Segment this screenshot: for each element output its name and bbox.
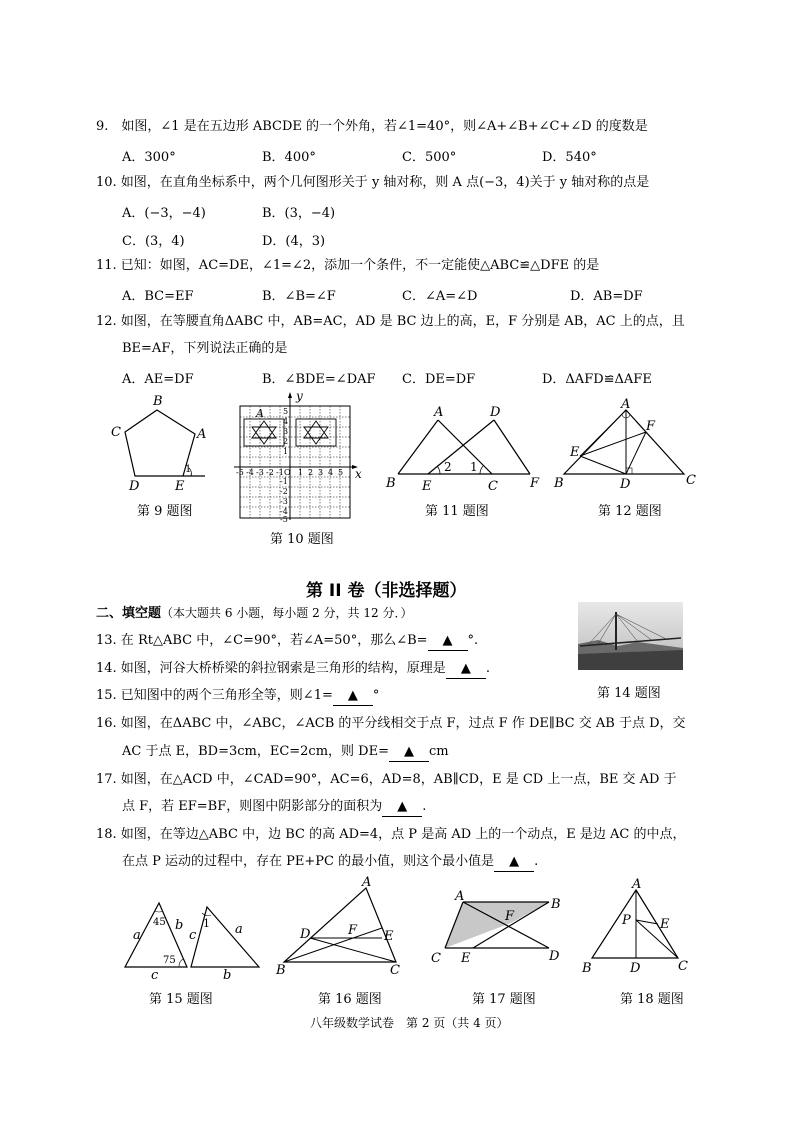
f15-label-45: 45 [153, 917, 166, 928]
q9-option-a: A．300° [122, 150, 176, 165]
f10-label-y: y [296, 390, 303, 403]
caption-fig9: 第 9 题图 [137, 504, 193, 519]
f15-label-c2: c [189, 928, 197, 943]
q14-text: 14. 如图，河谷大桥桥梁的斜拉钢索是三角形的结构，原理是 [96, 661, 446, 676]
q16-answer-blank[interactable]: ▲ [389, 743, 429, 762]
q16-text-line2: AC 于点 E，BD=3cm，EC=2cm，则 DE= [122, 744, 389, 759]
f12-label-b: B [554, 476, 564, 491]
f9-label-a: A [197, 427, 207, 442]
figure-15 [115, 895, 275, 980]
f10-tick-y2: 2 [283, 437, 289, 446]
q12-text-line1: 12. 如图，在等腰直角ΔABC 中，AB=AC，AD 是 BC 边上的高，E，F 分别是 AB，AC 上的点，且 [96, 314, 685, 329]
q18-answer-blank[interactable]: ▲ [494, 853, 534, 872]
figure-12 [550, 396, 700, 494]
caption-fig16: 第 16 题图 [318, 992, 382, 1007]
figure-10-grid [230, 390, 365, 525]
q17-text-line1: 17. 如图，在△ACD 中，∠CAD=90°，AC=6，AD=8，AB∥CD，E 是 CD 上一点，BE 交 AD 于 [96, 772, 677, 787]
q15-text: 15. 已知图中的两个三角形全等，则∠1= [96, 688, 333, 703]
f10-tick-y4: 4 [283, 417, 289, 426]
f11-label-d: D [490, 405, 501, 420]
f12-label-a: A [621, 397, 631, 412]
f17-label-b: B [551, 897, 561, 912]
q11-option-b: B．∠B=∠F [262, 289, 336, 304]
caption-fig18: 第 18 题图 [620, 992, 684, 1007]
f18-label-e: E [660, 917, 670, 932]
q10-option-b: B．(3，−4) [262, 206, 336, 221]
q10-option-a: A．(−3，−4) [122, 206, 206, 221]
q9-text: 9. 如图，∠1 是在五边形 ABCDE 的一个外角，若∠1=40°，则∠A+∠B+∠C+∠D 的度数是 [96, 119, 648, 134]
q11-option-c: C．∠A=∠D [402, 289, 478, 304]
q18-text-line1: 18. 如图，在等边△ABC 中，边 BC 的高 AD=4，点 P 是高 AD 上的一个动点，E 是边 AC 的中点， [96, 827, 686, 842]
f10-tick-ym2: -2 [280, 487, 288, 496]
f15-label-a1: a [133, 928, 141, 943]
f10-tick-ym4: -4 [280, 507, 288, 516]
q12-option-c: C．DE=DF [402, 372, 476, 387]
f17-label-e: E [461, 951, 471, 966]
f10-tick-x1: 1 [298, 468, 304, 477]
f9-label-b: B [153, 394, 163, 409]
f16-label-c: C [390, 963, 400, 978]
q9-option-d: D．540° [542, 150, 597, 165]
q12-option-a: A．AE=DF [122, 372, 194, 387]
q18 [122, 853, 538, 872]
q14 [96, 660, 490, 679]
caption-fig10: 第 10 题图 [270, 532, 334, 547]
f17-label-a: A [455, 889, 465, 904]
q9-option-c: C．500° [402, 150, 457, 165]
q17-text-end: . [422, 799, 427, 814]
f11-label-e: E [422, 479, 432, 494]
f10-label-a: A [256, 407, 264, 420]
q15 [96, 687, 379, 706]
f10-tick-x2: 2 [308, 468, 314, 477]
f11-label-b: B [386, 476, 396, 491]
f17-label-f: F [505, 909, 515, 924]
f10-tick-y5: 5 [283, 407, 289, 416]
part2-heading: 二、填空题 [96, 606, 162, 621]
f15-label-c1: c [151, 968, 159, 980]
q10-text: 10. 如图，在直角坐标系中，两个几何图形关于 y 轴对称，则 A 点(−3，4)关于 y 轴对称的点是 [96, 175, 650, 190]
f10-tick-y3: 3 [283, 427, 289, 436]
f10-tick-xm1: -1 [276, 468, 284, 477]
f15-label-b2: b [223, 968, 232, 980]
f16-label-b: B [276, 963, 286, 978]
q15-answer-blank[interactable]: ▲ [333, 687, 373, 706]
f10-tick-xm5: -5 [236, 468, 244, 477]
f10-tick-xm3: -3 [256, 468, 264, 477]
f18-label-b: B [582, 961, 592, 976]
f10-tick-x5: 5 [338, 468, 344, 477]
f18-label-d: D [630, 961, 641, 976]
section-title: 第 II 卷（非选择题） [306, 581, 467, 601]
q17 [122, 798, 426, 817]
f18-label-p: P [622, 913, 631, 928]
f10-tick-o: O [284, 468, 291, 477]
q16-text-line1: 16. 如图，在ΔABC 中，∠ABC，∠ACB 的平分线相交于点 F，过点 F 作 DE∥BC 交 AB 于点 D，交 [96, 716, 686, 731]
f12-label-c: C [686, 473, 696, 488]
f11-label-c: C [488, 479, 498, 494]
f17-label-c: C [431, 951, 441, 966]
f9-label-e: E [175, 479, 185, 492]
caption-fig12: 第 12 题图 [598, 504, 662, 519]
q17-text-line2: 点 F，若 EF=BF，则图中阴影部分的面积为 [122, 799, 383, 814]
f10-tick-ym5: -5 [280, 515, 288, 524]
q13-text: 13. 在 Rt△ABC 中，∠C=90°，若∠A=50°，那么∠B= [96, 633, 428, 648]
figure-17 [425, 886, 570, 976]
f11-label-1: 1 [470, 460, 478, 474]
f9-label-1: 1 [185, 464, 192, 475]
f15-label-a2: a [235, 922, 243, 937]
f16-label-a: A [362, 876, 372, 890]
f12-label-f: F [646, 419, 656, 434]
q12-option-b: B．∠BDE=∠DAF [262, 372, 376, 387]
q18-text-line2: 在点 P 运动的过程中，存在 PE+PC 的最小值，则这个最小值是 [122, 854, 495, 869]
caption-fig11: 第 11 题图 [425, 504, 489, 519]
caption-fig15: 第 15 题图 [149, 992, 213, 1007]
q9-option-b: B．400° [262, 150, 316, 165]
f16-label-d: D [300, 927, 311, 942]
caption-fig14: 第 14 题图 [597, 686, 661, 701]
figure-16 [272, 876, 412, 980]
q15-text-end: ° [372, 688, 380, 703]
f10-tick-x4: 4 [328, 468, 334, 477]
q16-text-end: cm [428, 744, 449, 759]
f10-tick-x3: 3 [318, 468, 324, 477]
q12-text-line2: BE=AF，下列说法正确的是 [122, 341, 288, 356]
f10-label-x: x [355, 467, 362, 481]
figure-18 [578, 876, 698, 980]
caption-fig17: 第 17 题图 [472, 992, 536, 1007]
q16 [122, 743, 449, 762]
f15-label-75: 75 [163, 955, 176, 966]
f16-label-f: F [348, 923, 358, 938]
f10-tick-xm4: -4 [246, 468, 254, 477]
q13-text-end: °. [467, 633, 479, 648]
f11-label-a: A [434, 405, 444, 420]
f9-label-d: D [129, 479, 140, 492]
f11-label-2: 2 [444, 460, 452, 474]
f12-label-e: E [570, 445, 580, 460]
q11-option-d: D．AB=DF [570, 289, 643, 304]
q14-answer-blank[interactable]: ▲ [446, 660, 486, 679]
f10-tick-y1: 1 [283, 447, 289, 456]
f10-tick-ym3: -3 [280, 497, 288, 506]
f17-label-d: D [549, 949, 560, 964]
f16-label-e: E [384, 929, 394, 944]
f11-label-f: F [530, 476, 540, 491]
f12-label-d: D [620, 477, 631, 492]
page-footer: 八年级数学试卷 第 2 页（共 4 页） [310, 1016, 509, 1030]
q13-answer-blank[interactable]: ▲ [428, 632, 468, 651]
f10-tick-ym1: -1 [280, 477, 288, 486]
figure-9-pentagon [105, 392, 215, 492]
f9-label-c: C [111, 425, 121, 440]
q11-option-a: A．BC=EF [122, 289, 194, 304]
q18-text-end: . [534, 854, 539, 869]
q13 [96, 632, 478, 651]
f18-label-a: A [632, 877, 642, 892]
figure-11 [380, 402, 545, 494]
f10-tick-xm2: -2 [266, 468, 274, 477]
q10-option-c: C．(3，4) [122, 234, 185, 249]
bridge-photo [578, 602, 683, 670]
f15-label-b1: b [175, 918, 184, 933]
q10-option-d: D．(4，3) [262, 234, 326, 249]
q14-text-end: . [485, 661, 490, 676]
q12-option-d: D．ΔAFD≌ΔAFE [542, 372, 652, 387]
part2-note: （本大题共 6 小题，每小题 2 分，共 12 分．） [161, 606, 413, 620]
f15-label-1: 1 [203, 917, 210, 930]
q17-answer-blank[interactable]: ▲ [382, 798, 422, 817]
q11-text: 11. 已知：如图，AC=DE，∠1=∠2，添加一个条件，不一定能使△ABC≌△DFE 的是 [96, 258, 600, 273]
f18-label-c: C [678, 959, 688, 974]
